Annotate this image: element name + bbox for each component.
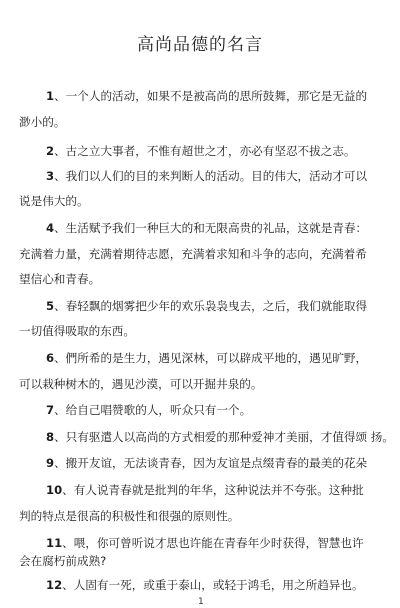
quote-5-number: 5 bbox=[46, 299, 55, 313]
quote-3-line-1: 3、我们以人们的目的来判断人的活动。目的伟大，活动才可以 bbox=[46, 169, 368, 183]
quote-4-number: 4 bbox=[46, 221, 55, 235]
quote-10-line-2: 判的特点是很高的积极性和很强的原则性。 bbox=[19, 509, 240, 523]
quote-4-line-3: 望信心和青春。 bbox=[19, 272, 101, 286]
quote-1-number: 1 bbox=[46, 89, 55, 103]
quote-3-line-2: 说是伟大的。 bbox=[19, 194, 89, 208]
quote-7-line-1: 7、给自己唱赞歌的人，听众只有一个。 bbox=[46, 403, 252, 417]
quote-11-line-2: 会在腐朽前成熟? bbox=[19, 554, 107, 568]
quote-12-number: 12 bbox=[46, 578, 63, 592]
quote-11-line-1: 11、喂，你可曾听说才思也许能在青春年少时获得，智慧也许 bbox=[46, 536, 364, 550]
quote-3-number: 3 bbox=[46, 169, 55, 183]
quote-1-line-2: 渺小的。 bbox=[19, 115, 66, 129]
quote-2-line-1: 2、古之立大事者，不惟有超世之才，亦必有坚忍不拔之志。 bbox=[46, 144, 356, 158]
quote-2-number: 2 bbox=[46, 144, 55, 158]
page-title: 高尚品德的名言 bbox=[137, 35, 263, 55]
quote-4-line-2: 充满着力量，充满着期待志愿，充满着求知和斗争的志向，充满着希 bbox=[19, 247, 367, 261]
quote-10-line-1: 10、有人说青春就是批判的年华，这种说法并不夸张。这种批 bbox=[46, 483, 364, 497]
quote-9-number: 9 bbox=[46, 456, 55, 470]
quote-8-number: 8 bbox=[46, 430, 55, 444]
page-number: 1 bbox=[198, 597, 204, 607]
quote-5-line-2: 一切值得吸取的东西。 bbox=[19, 324, 135, 338]
quote-1-line-1: 1、一个人的活动，如果不是被高尚的思所鼓舞，那它是无益的 bbox=[46, 89, 368, 103]
quote-11-number: 11 bbox=[46, 536, 63, 550]
quote-5-line-1: 5、春轻飘的烟雾把少年的欢乐袅袅曳去，之后，我们就能取得 bbox=[46, 299, 368, 313]
quote-12-line-1: 12、人固有一死，或重于泰山，或轻于鸿毛，用之所趋异也。 bbox=[46, 578, 364, 592]
quote-8-line-1: 8、只有驱遣人以高尚的方式相爱的那种爱神才美丽，才值得颂 扬。 bbox=[46, 430, 394, 444]
quote-6-number: 6 bbox=[46, 351, 55, 365]
quote-6-line-2: 可以栽种树木的，遇见沙漠，可以开掘井泉的。 bbox=[19, 377, 263, 391]
quote-9-line-1: 9、搬开友谊，无法谈青春，因为友谊是点缀青春的最美的花朵 bbox=[46, 456, 368, 470]
quote-6-line-1: 6、們所希的是生力，遇见深林，可以辟成平地的，遇见旷野， bbox=[46, 351, 368, 365]
quote-7-number: 7 bbox=[46, 403, 55, 417]
quote-4-line-1: 4、生活赋予我们一种巨大的和无限高贵的礼品，这就是青春： bbox=[46, 221, 368, 235]
quote-10-number: 10 bbox=[46, 483, 63, 497]
